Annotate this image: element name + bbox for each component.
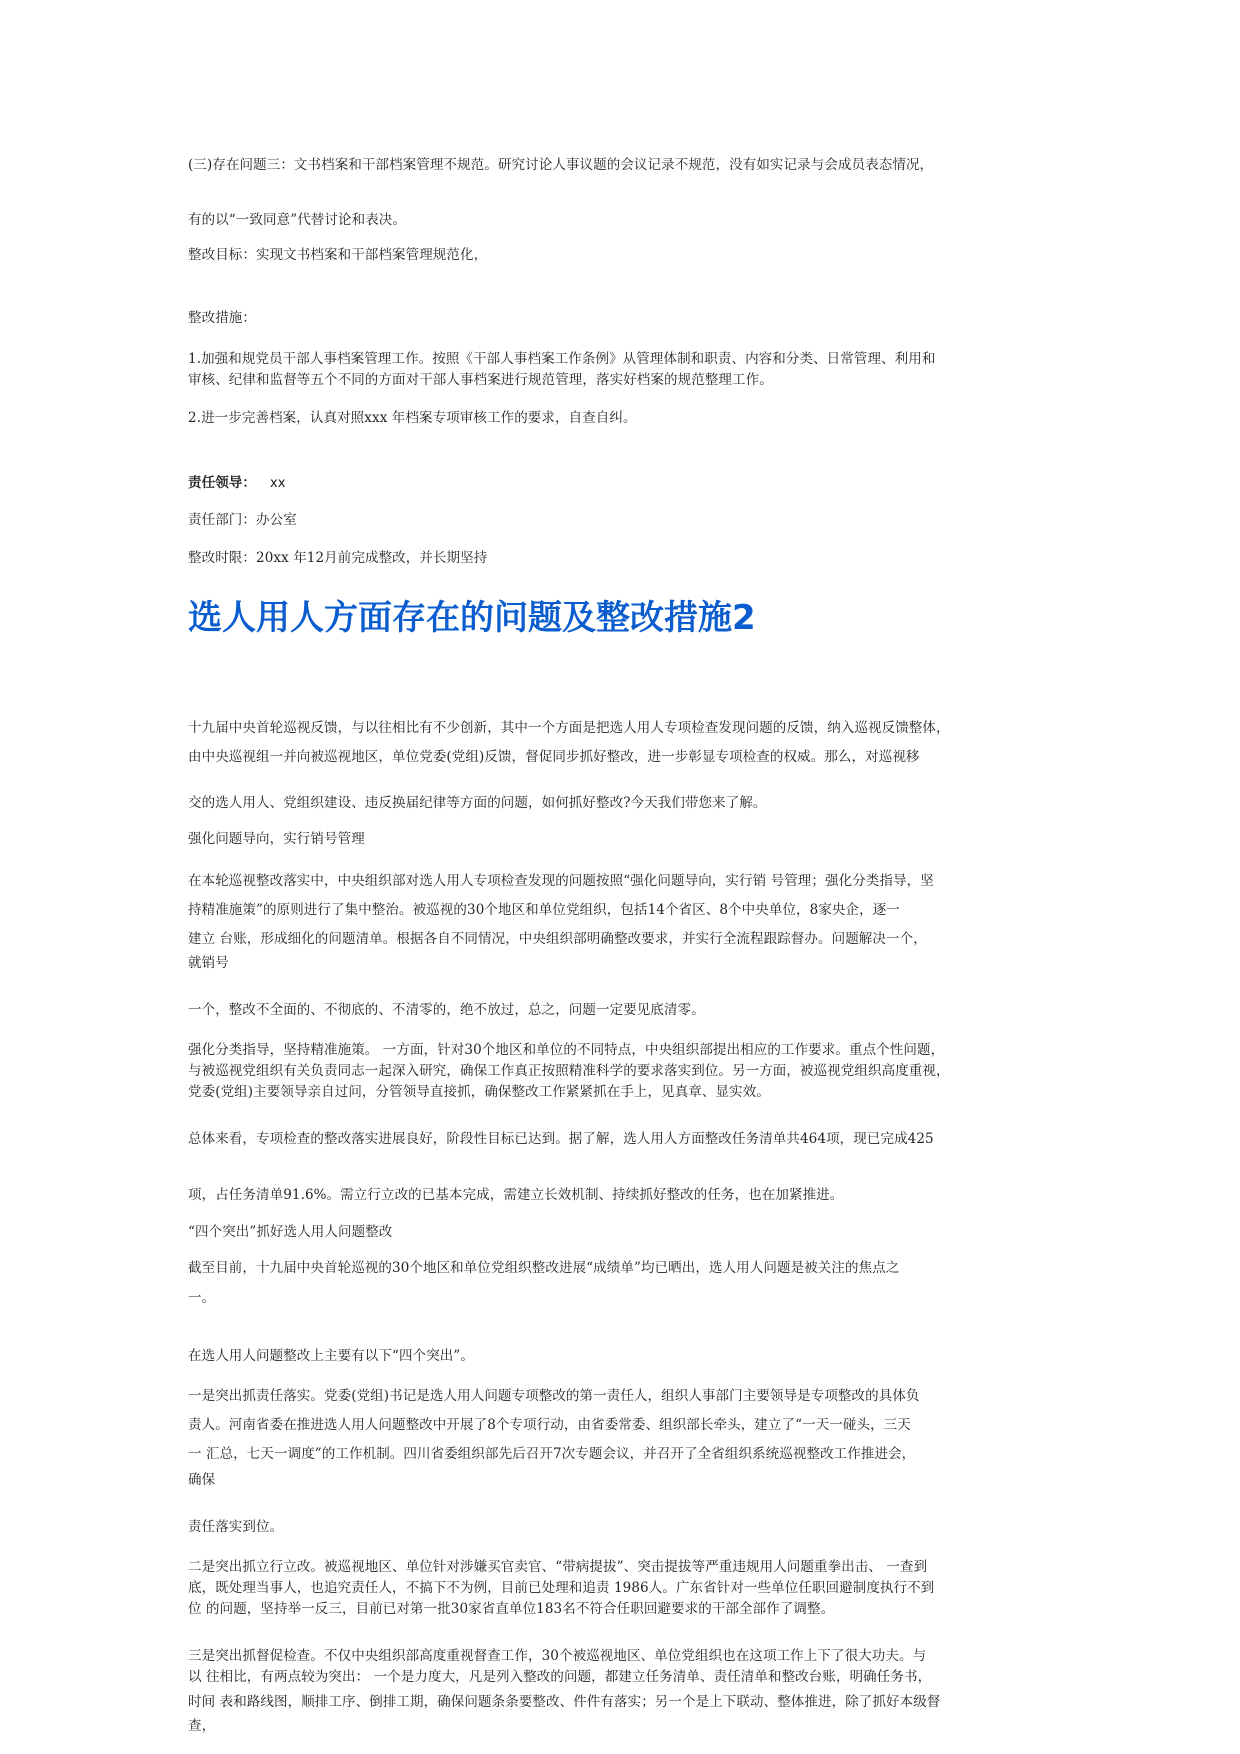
para-7-line-2: 责人。河南省委在推进选人用人问题整改中开展了8个专项行动，由省委常委、组织部长牵头，建立了“一天一碰头，三天: [188, 1417, 911, 1433]
subheading-problem-oriented: 强化问题导向，实行销号管理: [188, 831, 365, 847]
para-6: 在选人用人问题整改上主要有以下“四个突出”。: [188, 1348, 475, 1364]
para-7-line-3: 一 汇总，七天一调度”的工作机制。四川省委组织部先后召开7次专题会议，并召开了全省组织系统巡视整改工作推进会，: [188, 1446, 916, 1462]
para-9-line-1: 二是突出抓立行立改。被巡视地区、单位针对涉嫌买官卖官、“带病提拔”、突击提拔等严重违规用人问题重拳出击、 一查到: [188, 1559, 928, 1575]
para-3-line-1: 强化分类指导，坚持精准施策。 一方面，针对30个地区和单位的不同特点，中央组织部提出相应的工作要求。重点个性问题，: [188, 1042, 945, 1058]
para-10-line-1: 三是突出抓督促检查。不仅中央组织部高度重视督查工作，30个被巡视地区、单位党组织也在这项工作上下了很大功夫。与: [188, 1648, 927, 1664]
para-1-line-2: 持精准施策”的原则进行了集中整治。被巡视的30个地区和单位党组织，包括14个省区、8个中央单位，8家央企，逐一: [188, 902, 900, 918]
intro-line-3: 交的选人用人、党组织建设、违反换届纪律等方面的问题，如何抓好整改?今天我们带您来了解。: [188, 795, 767, 811]
para-5-line-1: 截至目前，十九届中央首轮巡视的30个地区和单位党组织整改进展“成绩单”均已晒出，选人用人问题是被关注的焦点之: [188, 1260, 900, 1276]
rectification-deadline: 整改时限：20xx 年12月前完成整改，并长期坚持: [188, 550, 488, 566]
responsible-leader-value: xx: [270, 476, 286, 491]
para-10-line-4: 查，: [188, 1718, 216, 1734]
rectification-goal: 整改目标：实现文书档案和干部档案管理规范化，: [188, 247, 488, 263]
para-1-line-1: 在本轮巡视整改落实中，中央组织部对选人用人专项检查发现的问题按照“强化问题导向，实行销 号管理；强化分类指导，坚: [188, 873, 934, 889]
intro-line-1: 十九届中央首轮巡视反馈，与以往相比有不少创新，其中一个方面是把选人用人专项检查发现问题的反馈，纳入巡视反馈整体，: [188, 720, 950, 736]
measure-1-line-1: 1.加强和规党员干部人事档案管理工作。按照《干部人事档案工作条例》从管理体制和职责、内容和分类、日常管理、利用和: [188, 351, 936, 367]
subheading-four-highlights: “四个突出”抓好选人用人问题整改: [188, 1224, 393, 1240]
para-1-line-4: 就销号: [188, 955, 229, 971]
para-9-line-2: 底，既处理当事人，也追究责任人，不搞下不为例，目前已处理和追责 1986人。广东省针对一些单位任职回避制度执行不到: [188, 1580, 935, 1596]
problem-three-line-1: (三)存在问题三：文书档案和干部档案管理不规范。研究讨论人事议题的会议记录不规范，没有如实记录与会成员表态情况，: [188, 157, 934, 173]
para-8: 责任落实到位。: [188, 1519, 284, 1535]
para-3-line-3: 党委(党组)主要领导亲自过问，分管领导直接抓，确保整改工作紧紧抓在手上，见真章、显实效。: [188, 1084, 770, 1100]
para-4-line-2: 项，占任务清单91.6%。需立行立改的已基本完成，需建立长效机制、持续抓好整改的任务，也在加紧推进。: [188, 1187, 844, 1203]
para-9-line-3: 位 的问题，坚持举一反三，目前已对第一批30家省直单位183名不符合任职回避要求的干部全部作了调整。: [188, 1601, 835, 1617]
measures-title: 整改措施：: [188, 310, 256, 326]
para-10-line-2: 以 往相比，有两点较为突出： 一个是力度大，凡是列入整改的问题，都建立任务清单、责任清单和整改台账，明确任务书，: [188, 1669, 932, 1685]
measure-1-line-2: 审核、纪律和监督等五个不同的方面对干部人事档案进行规范管理，落实好档案的规范整理工作。: [188, 372, 773, 388]
para-1-line-3: 建立 台账，形成细化的问题清单。根据各自不同情况，中央组织部明确整改要求，并实行全流程跟踪督办。问题解决一个，: [188, 931, 927, 947]
para-4-line-1: 总体来看，专项检查的整改落实进展良好，阶段性目标已达到。据了解，选人用人方面整改任务清单共464项，现已完成425: [188, 1131, 934, 1147]
article-title: 选人用人方面存在的问题及整改措施2: [188, 598, 756, 638]
para-7-line-4: 确保: [188, 1472, 216, 1488]
responsible-department: 责任部门：办公室: [188, 512, 297, 528]
responsible-leader: [188, 473, 286, 494]
para-5-line-2: 一。: [188, 1290, 216, 1306]
para-7-line-1: 一是突出抓责任落实。党委(党组)书记是选人用人问题专项整改的第一责任人，组织人事部门主要领导是专项整改的具体负: [188, 1388, 920, 1404]
para-2: 一个，整改不全面的、不彻底的、不清零的，绝不放过，总之，问题一定要见底清零。: [188, 1002, 705, 1018]
measure-2: 2.进一步完善档案，认真对照xxx 年档案专项审核工作的要求，自查自纠。: [188, 410, 637, 426]
para-3-line-2: 与被巡视党组织有关负责同志一起深入研究，确保工作真正按照精准科学的要求落实到位。另一方面，被巡视党组织高度重视，: [188, 1063, 950, 1079]
intro-line-2: 由中央巡视组一并向被巡视地区，单位党委(党组)反馈，督促同步抓好整改，进一步彰显专项检查的权威。那么，对巡视移: [188, 749, 920, 765]
para-10-line-3: 时间 表和路线图，顺排工序、倒排工期，确保问题条条要整改、件件有落实；另一个是上下联动、整体推进，除了抓好本级督: [188, 1694, 941, 1710]
problem-three-line-2: 有的以“一致同意”代替讨论和表决。: [188, 212, 407, 228]
responsible-leader-label: 责任领导：: [188, 475, 256, 491]
